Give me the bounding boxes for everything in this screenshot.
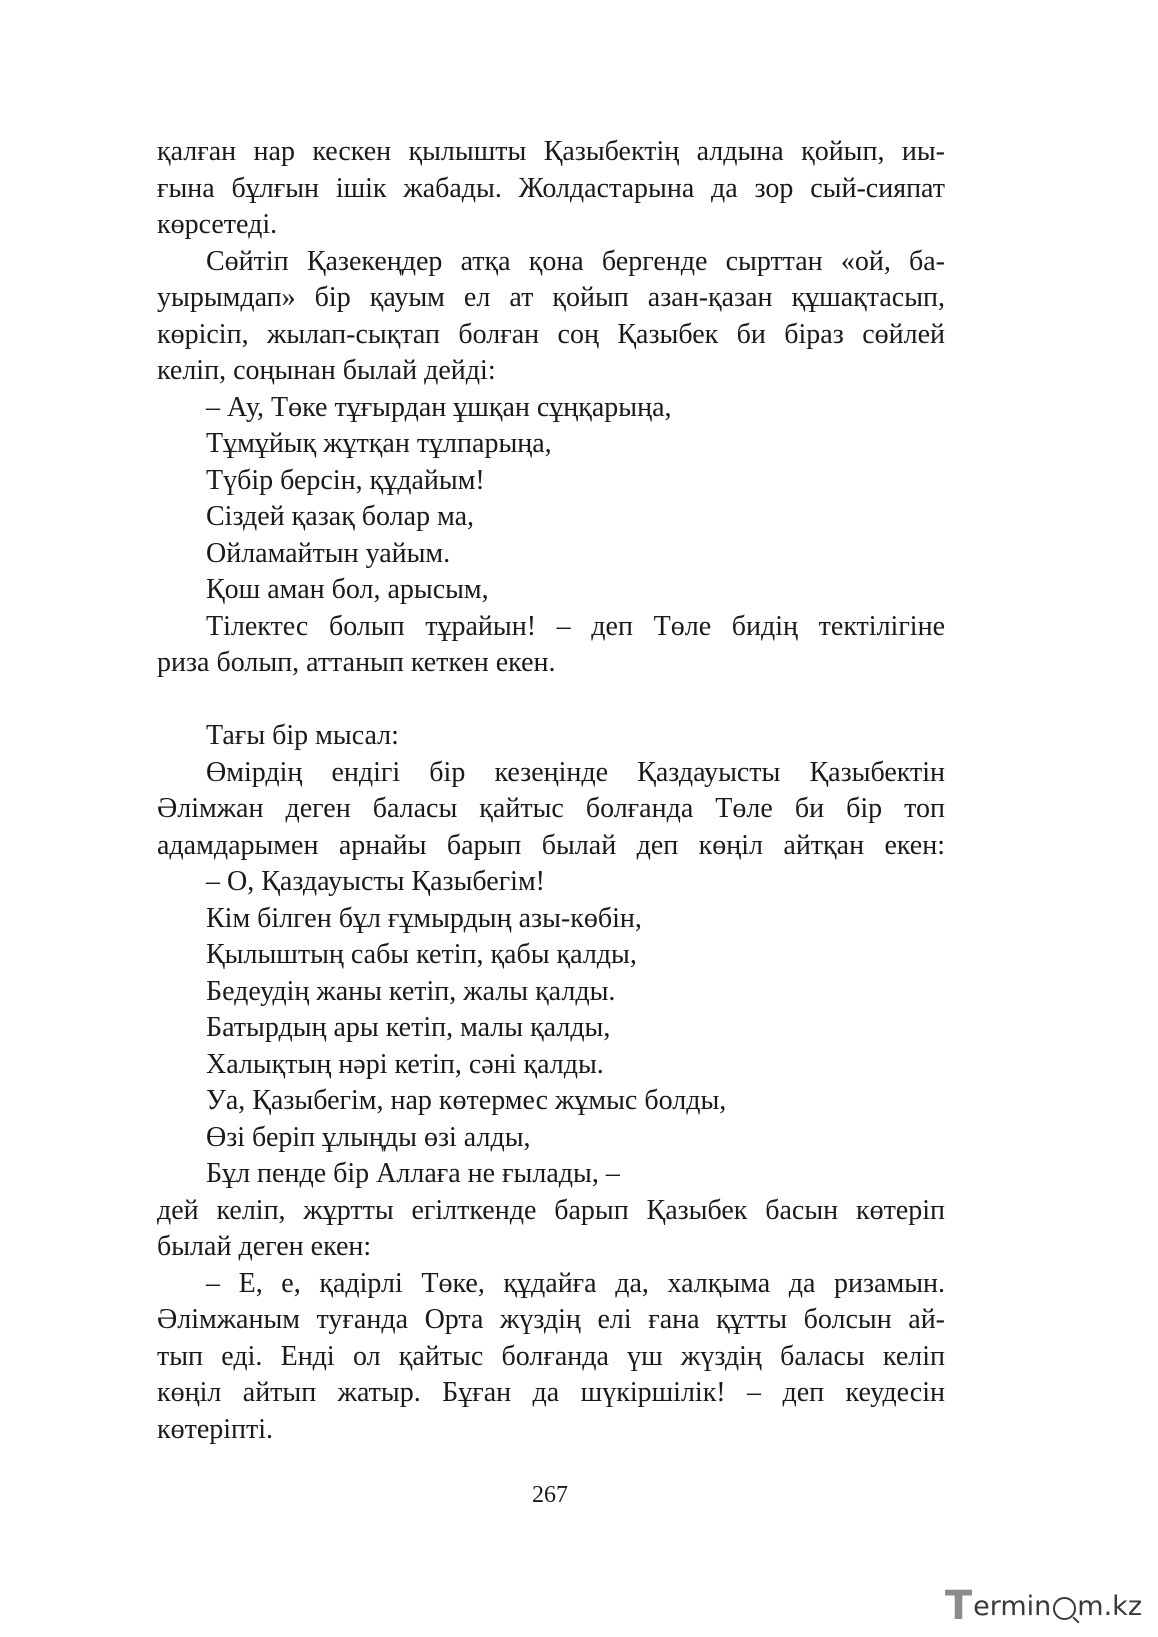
magnifier-icon <box>1053 1597 1076 1620</box>
verse-line: Бұл пенде бір Аллаға не ғылады, – <box>206 1158 620 1189</box>
watermark-text-part1: ermin <box>973 1590 1052 1622</box>
text-line: Тілектес болып тұрайын! – деп Төле бидің тектілігіне <box>206 610 945 642</box>
verse-line: Бедеудің жаны кетіп, жалы қалды. <box>206 975 616 1007</box>
verse-line: Түбір берсін, құдайым! <box>206 464 485 496</box>
verse-line: Батырдың ары кетіп, малы қалды, <box>206 1012 611 1043</box>
text-line: – Е, е, қадірлі Төке, құдайға да, халқыма да ризамын. <box>206 1267 945 1299</box>
verse-line: Халықтың нәрі кетіп, сәні қалды. <box>206 1048 604 1080</box>
text-line: көтеріпті. <box>157 1413 274 1445</box>
verse-line: Тұмұйық жұтқан тұлпарыңа, <box>206 428 552 459</box>
text-line: Әлімжаным туғанда Орта жүздің елі ғана құтты болсын ай- <box>157 1304 945 1335</box>
page-body <box>157 134 945 1448</box>
verse-line: – О, Қаздауысты Қазыбегім! <box>206 866 546 897</box>
text-line: дей келіп, жұртты егілткенде барып Қазыбек басын көтеріп <box>157 1194 945 1226</box>
paragraph-gap <box>157 682 945 719</box>
text-line: көрсетеді. <box>157 209 278 240</box>
text-line: Сөйтіп Қазекеңдер атқа қона бергенде сырттан «ой, ба- <box>206 245 945 277</box>
text-line: ғына бұлғын ішік жабады. Жолдастарына да зор сый-сияпат <box>157 172 945 204</box>
page-number: 267 <box>532 1482 568 1508</box>
text-line: Өмірдің ендігі бір кезеңінде Қаздауысты Қазыбектін <box>206 756 945 788</box>
text-line: былай деген екен: <box>157 1231 372 1262</box>
verse-line: Қылыштың сабы кетіп, қабы қалды, <box>206 939 637 970</box>
verse-line: Кім білген бұл ғұмырдың азы-көбін, <box>206 902 642 934</box>
verse-line: Сіздей қазақ болар ма, <box>206 501 475 532</box>
text-line: адамдарымен арнайы барып былай деп көңіл айтқан екен: <box>157 829 945 861</box>
text-line: Әлімжан деген баласы қайтыс болғанда Төле би бір топ <box>157 793 945 824</box>
termincom-watermark <box>944 1583 1142 1629</box>
verse-line: Ойламайтын уайым. <box>206 537 451 569</box>
text-line: Тағы бір мысал: <box>206 720 399 751</box>
text-line: тып еді. Енді ол қайтыс болғанда үш жүздің баласы келіп <box>157 1340 945 1372</box>
verse-line: Өзі беріп ұлыңды өзі алды, <box>206 1121 531 1153</box>
verse-line: Уа, Қазыбегім, нар көтермес жұмыс болды, <box>206 1085 727 1116</box>
text-line: көңіл айтып жатыр. Бұған да шүкіршілік! – деп кеудесін <box>157 1377 945 1408</box>
verse-line: – Ау, Төке тұғырдан ұшқан сұңқарыңа, <box>206 391 672 423</box>
text-line: риза болып, аттанып кеткен екен. <box>157 647 556 678</box>
verse-line: Қош аман бол, арысым, <box>206 574 489 605</box>
watermark-first-letter: T <box>944 1583 973 1629</box>
text-line: көрісіп, жылап-сықтап болған соң Қазыбек би біраз сөйлей <box>157 318 945 350</box>
text-line: келіп, соңынан былай дейді: <box>157 355 496 386</box>
watermark-text-part2: m.kz <box>1077 1590 1142 1622</box>
text-line: қалған нар кескен қылышты Қазыбектің алдына қойып, иы- <box>157 136 945 167</box>
text-line: уырымдап» бір қауым ел ат қойып азан-қазан құшақтасып, <box>157 282 945 313</box>
